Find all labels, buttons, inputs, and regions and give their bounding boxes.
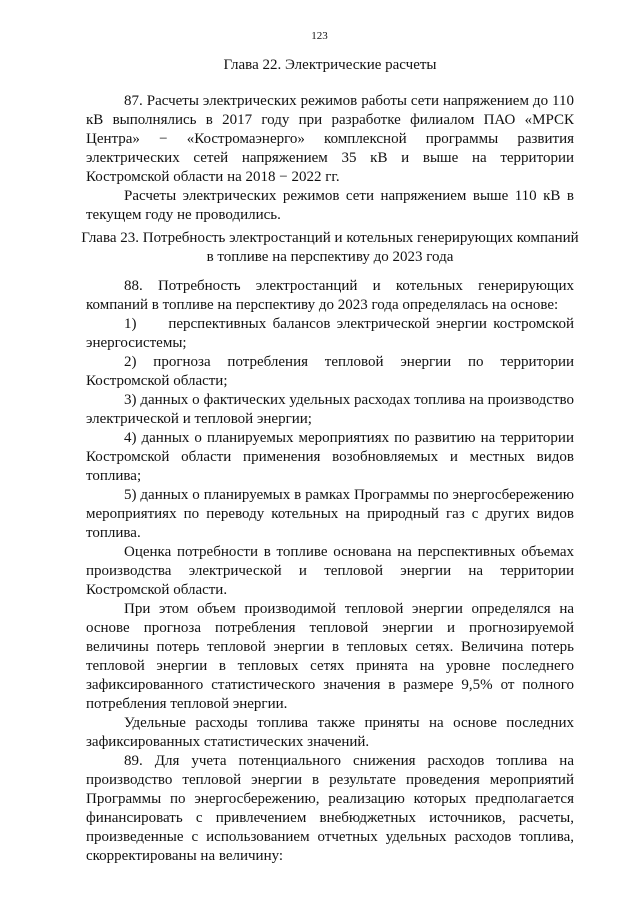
chapter-22-body <box>86 92 574 225</box>
list-item-3: 3) данных о фактических удельных расходах топлива на производство электрической и тепловой энергии; <box>86 392 574 427</box>
chapter-23-title: Глава 23. Потребность электростанций и котельных генерирующих компаний в топливе на перспективу до 2023 года <box>81 230 579 265</box>
chapter-23-body <box>86 277 574 866</box>
paragraph-87: 87. Расчеты электрических режимов работы сети напряжением до 110 кВ выполнялись в 2017 году при разработке филиалом ПАО «МРСК Центра» − «Костромаэнерго» комплексной программы развития электрических сетей напряжением 35 кВ и выше на территории Костромской области на 2018 − 2022 гг. <box>86 93 574 185</box>
chapter-22-title: Глава 22. Электрические расчеты <box>223 57 437 73</box>
list-item-4: 4) данных о планируемых мероприятиях по развитию на территории Костромской области применения возобновляемых и местных видов топлива; <box>86 430 574 484</box>
list-item-2: 2) прогноза потребления тепловой энергии по территории Костромской области; <box>86 354 574 389</box>
paragraph-89: 89. Для учета потенциального снижения расходов топлива на производство тепловой энергии в результате проведения мероприятий Программы по энергосбережению, реализацию которых предполагается финансировать с привлечением внебюджетных источников, расчеты, произведенные с использованием отчетных удельных расходов топлива, скорректированы на величину: <box>86 753 574 864</box>
paragraph-88: 88. Потребность электростанций и котельных генерирующих компаний в топливе на перспективу до 2023 года определялась на основе: <box>86 278 574 313</box>
paragraph-specific-consumption: Удельные расходы топлива также приняты на основе последних зафиксированных статистических значений. <box>86 715 574 750</box>
list-item-1: 1) перспективных балансов электрической энергии костромской энергосистемы; <box>86 316 574 351</box>
paragraph-fuel-estimate: Оценка потребности в топливе основана на перспективных объемах производства электрической и тепловой энергии на территории Костромской области. <box>86 544 574 598</box>
paragraph-87-continued: Расчеты электрических режимов сети напряжением выше 110 кВ в текущем году не проводились. <box>86 188 574 223</box>
list-item-5: 5) данных о планируемых в рамках Программы по энергосбережению мероприятиях по переводу котельных на природный газ с других видов топлива. <box>86 487 574 541</box>
paragraph-heat-volume: При этом объем производимой тепловой энергии определялся на основе прогноза потребления тепловой энергии и прогнозируемой величины потерь тепловой энергии в тепловых сетях. Величина потерь тепловой энергии в тепловых сетях принята на уровне последнего зафиксированного статистического значения в размере 9,5% от полного потребления тепловой энергии. <box>86 601 574 712</box>
page-number: 123 <box>311 30 328 42</box>
